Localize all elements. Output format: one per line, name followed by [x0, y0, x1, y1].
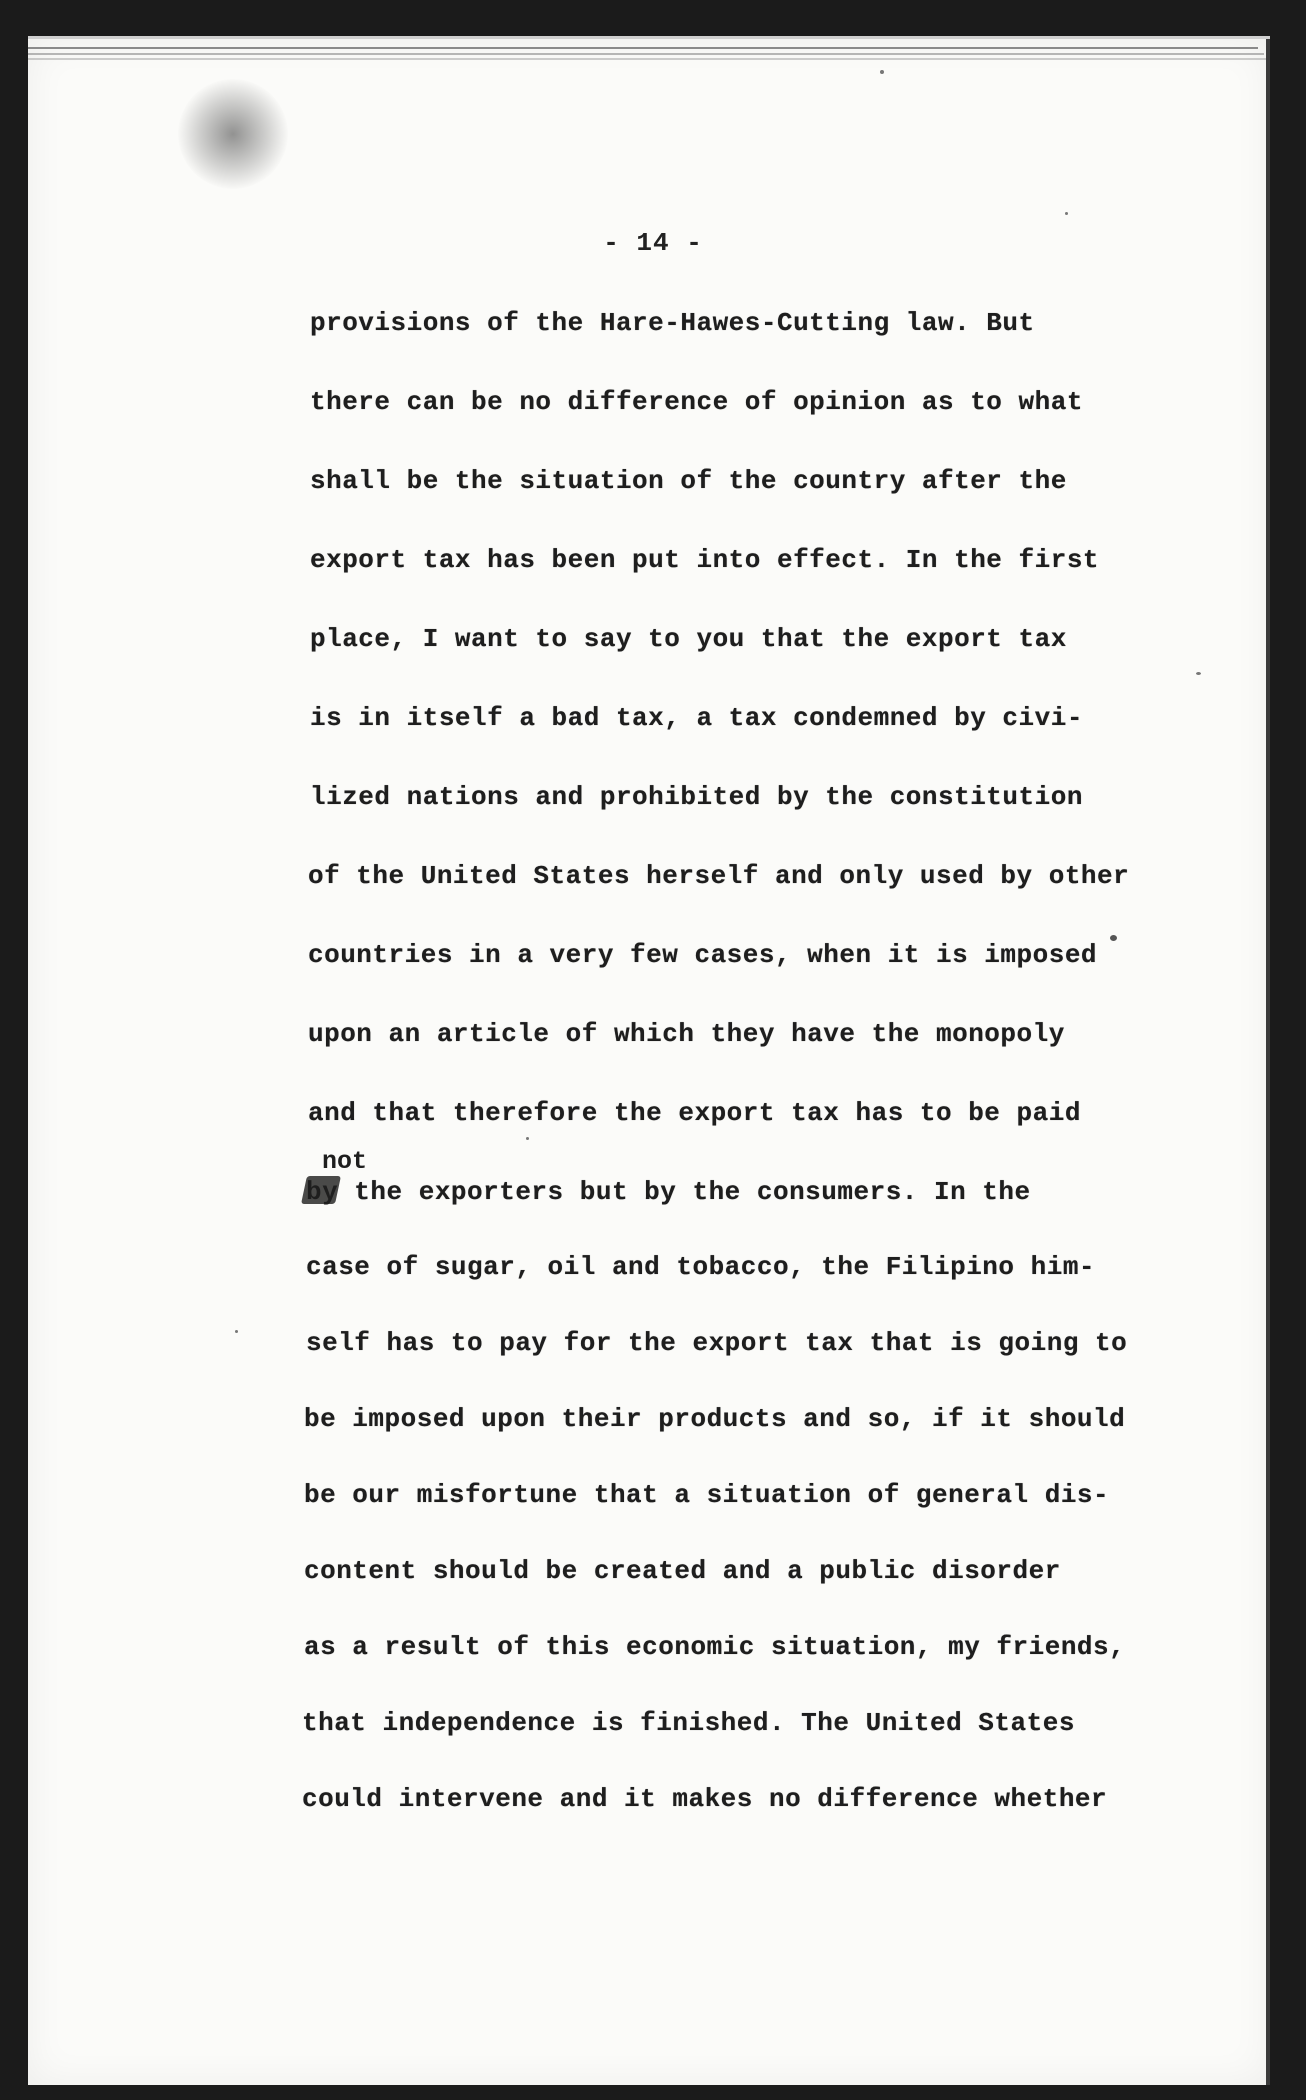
- stacked-page-edge: [28, 47, 1258, 49]
- text-line: and that therefore the export tax has to be paid: [308, 1098, 1081, 1128]
- paper-speck: [1196, 672, 1201, 675]
- paper-speck: [526, 1137, 529, 1140]
- text-line: place, I want to say to you that the export tax: [310, 624, 1067, 654]
- paper-sheet: [28, 36, 1270, 2085]
- handwritten-insertion: not: [322, 1147, 368, 1176]
- text-line: could intervene and it makes no difference whether: [302, 1784, 1108, 1814]
- stacked-page-edge: [28, 58, 1268, 60]
- text-line: be our misfortune that a situation of general dis-: [304, 1480, 1110, 1510]
- text-line: as a result of this economic situation, my friends,: [304, 1632, 1126, 1662]
- paper-speck: [1065, 212, 1068, 215]
- text-line: shall be the situation of the country after the: [310, 466, 1067, 496]
- stacked-page-edge: [28, 53, 1264, 55]
- text-line: by the exporters but by the consumers. In the: [306, 1177, 1031, 1207]
- ink-smudge: [178, 79, 288, 189]
- paper-right-edge: [1266, 39, 1270, 2085]
- paper-speck: [1110, 935, 1117, 941]
- text-line: there can be no difference of opinion as to what: [310, 387, 1083, 417]
- text-line: export tax has been put into effect. In the first: [310, 545, 1100, 575]
- text-line: self has to pay for the export tax that is going to: [306, 1328, 1128, 1358]
- text-line: of the United States herself and only used by other: [308, 861, 1130, 891]
- text-line: be imposed upon their products and so, if it should: [304, 1404, 1126, 1434]
- text-line: content should be created and a public disorder: [304, 1556, 1061, 1586]
- page-number: - 14 -: [603, 228, 703, 258]
- text-line: upon an article of which they have the monopoly: [308, 1019, 1065, 1049]
- text-line: lized nations and prohibited by the constitution: [310, 782, 1083, 812]
- paper-speck: [880, 70, 884, 74]
- text-line: provisions of the Hare-Hawes-Cutting law. But: [310, 308, 1035, 338]
- paper-speck: [235, 1330, 238, 1333]
- text-line: case of sugar, oil and tobacco, the Filipino him-: [306, 1252, 1096, 1282]
- text-line: is in itself a bad tax, a tax condemned by civi-: [310, 703, 1083, 733]
- text-line: that independence is finished. The United States: [302, 1708, 1075, 1738]
- text-line: countries in a very few cases, when it is imposed: [308, 940, 1098, 970]
